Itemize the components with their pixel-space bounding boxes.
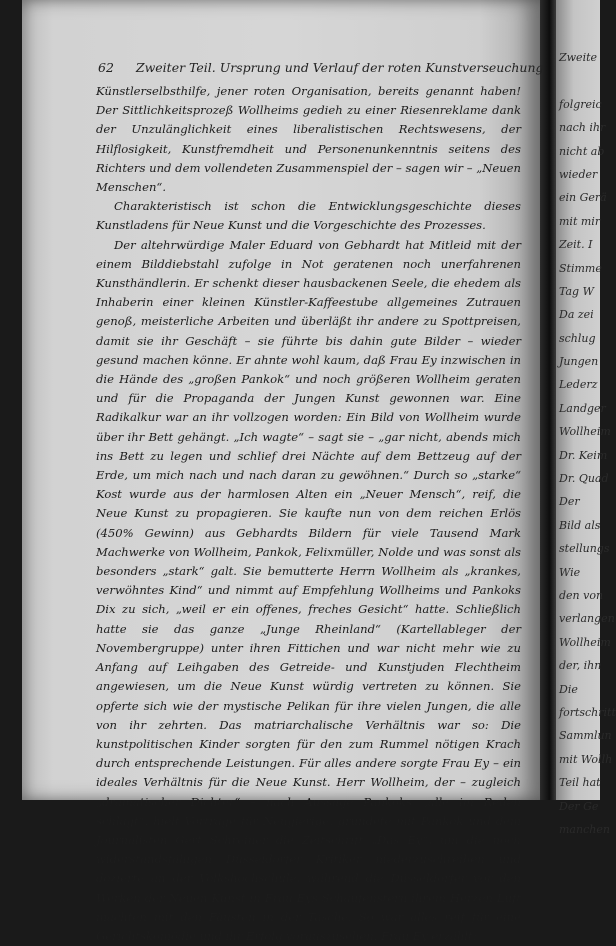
facing-page-fragment: stellungs xyxy=(559,542,610,556)
body-text xyxy=(96,82,521,946)
facing-page-fragment: Der xyxy=(559,495,580,509)
facing-page-fragment: Tag W xyxy=(559,284,594,298)
facing-page-fragment: Landger xyxy=(559,401,606,415)
facing-page-fragment: folgreic xyxy=(559,97,602,111)
facing-page-fragment: Der Ge xyxy=(559,799,599,813)
facing-page-fragment: fortschritt xyxy=(559,705,616,719)
facing-page-fragment: Zeit. I xyxy=(559,238,593,252)
facing-page-fragment: der, ihn xyxy=(559,659,602,673)
facing-page-fragment: Stimme xyxy=(559,261,602,275)
facing-page-fragment: manchen xyxy=(559,822,610,836)
facing-page-fragment: nicht ab xyxy=(559,144,605,158)
facing-page-fragment xyxy=(559,69,600,92)
facing-page-fragment: Jungen xyxy=(559,355,599,369)
page-number: 62 xyxy=(98,60,114,75)
facing-page-fragment: Sammlun xyxy=(559,729,612,743)
facing-page-fragment: mit Wollh xyxy=(559,752,613,766)
facing-page-fragment: verlangen xyxy=(559,612,615,626)
facing-page-fragment: den von xyxy=(559,588,604,602)
facing-page-fragment: schlug xyxy=(559,331,596,345)
facing-page-fragment: Dr. Keim xyxy=(559,448,608,462)
paragraph: Charakteristisch ist schon die Entwicklungsgeschichte dieses Kunstladens für Neue Kunst und die Vorgeschichte des Prozesses. xyxy=(96,199,521,233)
facing-page-fragment: Dr. Quad xyxy=(559,472,609,486)
running-title: Zweiter Teil. Ursprung und Verlauf der roten Kunstverseuchung xyxy=(135,60,544,75)
paragraph: Der altehrwürdige Maler Eduard von Gebhardt hat Mitleid mit der einem Bilddiebstahl zufolge in Not geratenen noch unerfahrenen Kunsthändlerin. Er schenkt dieser hausbackenen Seele, die ehedem als Inhaberin einer kleinen Künstler-Kaffeestube allgemeines Zutrauen genoß, meisterliche Arbeiten und überläßt ihr andere zu Spottpreisen, damit sie ihr Geschäft – sie führte bis dahin gute Bilder – wieder gesund machen könne. Er ahnte wohl kaum, daß Frau Ey inzwischen in die Hände des „großen Pankok“ und noch größeren Wollheim geraten und für die Propaganda der Jungen Kunst gewonnen war. Eine Radikalkur war an ihr vollzogen worden: Ein Bild von Wollheim wurde über ihr Bett gehängt. „Ich wagte“ – sagt sie – „gar nicht, abends mich ins Bett zu legen und schlief drei Nächte auf dem Bettzeug auf der Erde, um mich nach und nach daran zu gewöhnen.“ Durch so „starke“ Kost wurde aus der harmlosen Alten ein „Neuer Mensch“, reif, die Neue Kunst zu propagieren. Sie kaufte nun von dem reichen Erlös (450% Gewinn) aus Gebhardts Bildern für viele Tausend Mark Machwerke von Wollheim, Pankok, Felixmüller, Nolde und was sonst als besonders „stark“ galt. Sie bemutterte Herrn Wollheim als „krankes, verwöhntes Kind“ und nimmt auf Empfehlung Wollheims und Pankoks Dix zu sich, „weil er ein offenes, freches Gesicht“ hatte. Schließlich hatte sie das ganze „Junge Rheinland“ (Kartellableger der Novembergruppe) unter ihren Fittichen und war nicht mehr wie zu Anfang auf Leihgaben des Getreide- und Kunstjuden Flechtheim angewiesen, um die Neue Kunst würdig vertreten zu können. Sie opferte sich wie der mystische Pelikan für ihre vielen Jungen, die alle von ihr zehrten. Das matriarchalische Verhältnis war so: Die kunstpolitischen Kinder sorgten für den zum Rummel nötigen Krach durch entsprechende Leistungen. Für alles andere sorgte Frau Ey – ein ideales Verhältnis für die Neue Kunst. Herr Wollheim, der – zugleich „dramatischer Dichter“ – nach Aussage Pankoks „alle im Reden schlägt“, hielt Vorträge für Neugierige, gründete mit Pankok und dem Journalisten Gert Schreiner die Zeitschrift „Das Ey“, um die noch widerstandsfähigen Düsseldorfer Kritiker niederzuschreiben und dozierte an der Volkshochschule, während die Düsseldorfer vor den Werken der Neuen Kunst in Frau Eys Schaufenstern ihrem Herzen Luft machten mit den Fäusten in der Tasche. So war alles reif für eine Gerichtskomödie und ihr Erfolg vorauszusehen. Frau Ey erzählt: xyxy=(96,237,521,943)
facing-page-fragment: Teil hat xyxy=(559,776,601,790)
facing-page-fragment: Wollheim xyxy=(559,425,611,439)
facing-page-fragment: mit mir xyxy=(559,214,601,228)
facing-page-fragment: Wie xyxy=(559,565,581,579)
facing-page-text-fragments xyxy=(556,0,616,841)
facing-page-fragment: Lederz xyxy=(559,378,598,392)
running-header xyxy=(98,60,544,75)
facing-page-fragment: nach ihr xyxy=(559,121,606,135)
facing-page-fragment: Bild als xyxy=(559,518,601,532)
facing-page-fragment: wieder xyxy=(559,167,598,181)
facing-page-edge xyxy=(556,0,616,836)
facing-page-fragment: Zweite xyxy=(559,51,598,64)
facing-page-fragment: Da zei xyxy=(559,308,594,322)
facing-page-fragment: Die xyxy=(559,682,578,696)
facing-page-fragment: Wollheim xyxy=(559,635,611,649)
book-gutter xyxy=(540,0,556,800)
facing-page-fragment: ein Gerä xyxy=(559,191,607,205)
paragraph: Künstlerselbsthilfe, jener roten Organisation, bereits genannt haben! Der Sittlichkeitsprozeß Wollheims gedieh zu einer Riesenreklame dank der Unzulänglichkeit eines liberalistischen Rechtswesens, der Hilflosigkeit, Kunstfremdheit und Personenunkenntnis seitens des Richters und dem vollendeten Zusammenspiel der – sagen wir – „Neuen Menschen“. xyxy=(96,84,521,195)
